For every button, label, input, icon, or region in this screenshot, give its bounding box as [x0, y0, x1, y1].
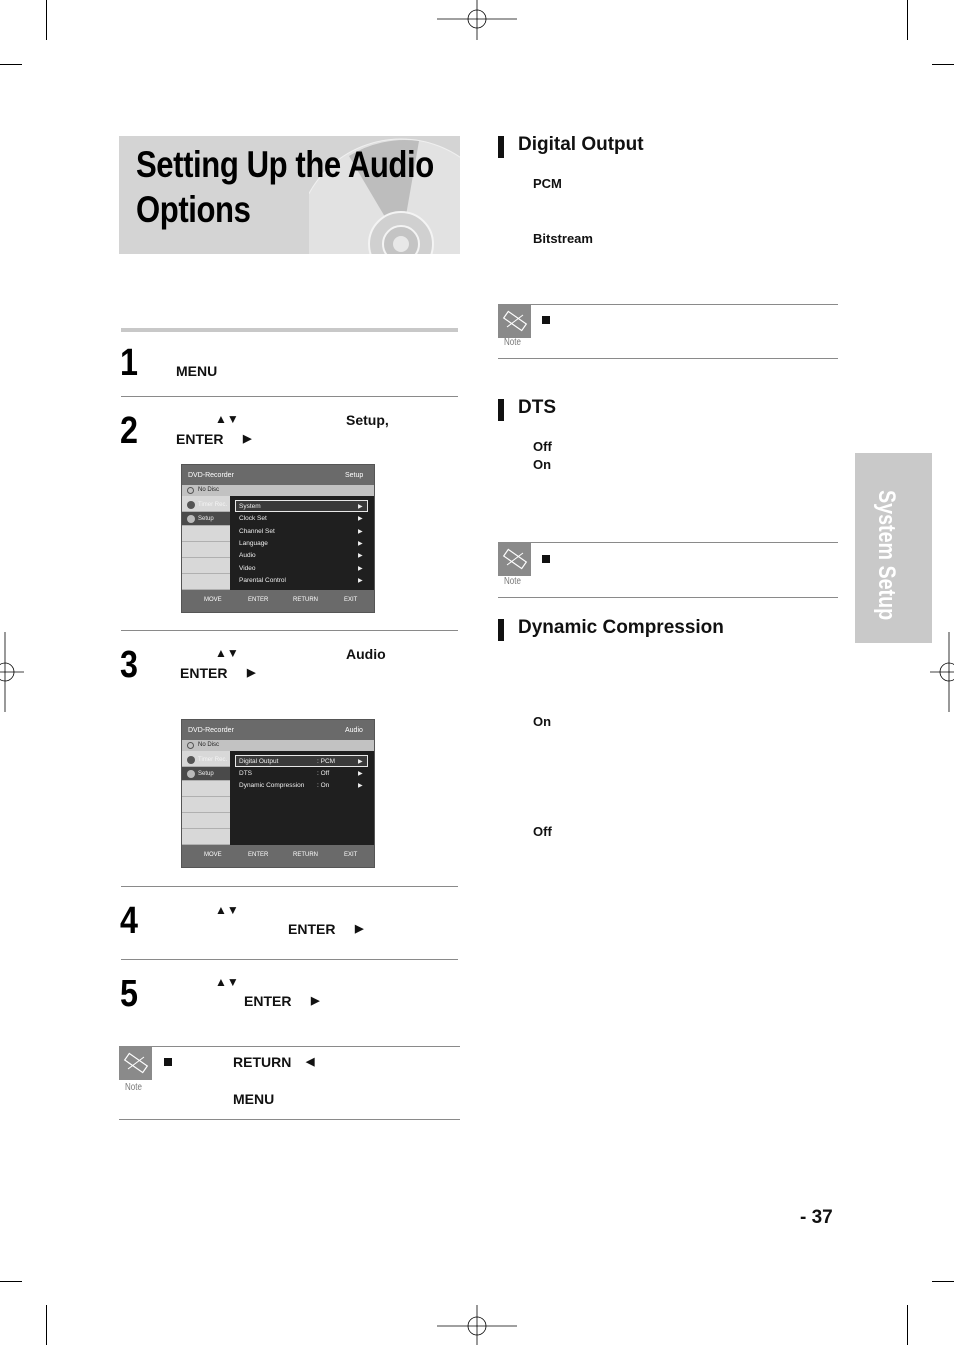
note-label: Note [125, 1082, 142, 1093]
note-bottom-rule [119, 1119, 460, 1120]
osd-header [182, 720, 374, 740]
chevron-right-icon: ▶ [358, 541, 363, 547]
osd-brand: DVD-Recorder [188, 472, 234, 479]
step-divider [121, 630, 458, 631]
osd-footer-exit: EXIT [344, 597, 358, 603]
note-bullet [542, 316, 550, 324]
osd-disc-status: No Disc [198, 487, 220, 493]
crop-mark [46, 0, 47, 40]
step-divider [121, 886, 458, 887]
section-marker [498, 136, 504, 158]
crop-mark [907, 0, 908, 40]
osd-section: Setup [345, 472, 364, 479]
registration-mark-top [437, 0, 517, 40]
section-marker [498, 399, 504, 421]
chevron-right-icon: ▶ [358, 553, 363, 559]
osd-menu-dynamic-compression-value: : On [317, 782, 330, 789]
osd-menu-channel-set[interactable]: Channel Set [239, 528, 275, 535]
osd-header [182, 465, 374, 485]
chevron-right-icon: ▶ [358, 504, 363, 510]
note-top-rule [498, 542, 838, 543]
title-banner [119, 136, 460, 254]
pencil-icon [498, 543, 531, 576]
osd-footer-enter: ENTER [248, 597, 269, 603]
osd-timer-rec[interactable] [182, 498, 230, 512]
digital-output-pcm: PCM [533, 176, 562, 191]
osd-menu-system[interactable]: System [239, 503, 261, 510]
note-label: Note [504, 337, 521, 348]
osd-brand: DVD-Recorder [188, 727, 234, 734]
osd-footer-move: MOVE [204, 852, 222, 858]
step-3-enter-key: ENTER [180, 665, 228, 681]
note-top-rule [498, 304, 838, 305]
step-5-arrows: ▲▼ [215, 975, 239, 989]
osd-timer-rec-label: Timer Rec. [198, 757, 228, 763]
chevron-right-icon: ▶ [358, 759, 363, 765]
osd-menu-digital-output[interactable]: Digital Output [239, 758, 279, 765]
osd-setup-label: Setup [198, 771, 214, 777]
osd-menu-dts[interactable]: DTS [239, 770, 252, 777]
dts-heading: DTS [518, 397, 556, 418]
osd-setup-item[interactable] [182, 767, 230, 781]
crop-mark [46, 1305, 47, 1345]
osd-footer-exit: EXIT [344, 852, 358, 858]
osd-left-empty [182, 528, 230, 542]
registration-mark-right [930, 632, 954, 712]
pencil-note-icon [498, 305, 531, 338]
osd-disc-strip [182, 740, 374, 751]
page-number: - 37 [800, 1207, 833, 1228]
note-return-key: RETURN [233, 1054, 292, 1070]
gear-icon [187, 770, 195, 778]
osd-menu-video[interactable]: Video [239, 565, 256, 572]
step-number-3: 3 [120, 644, 138, 686]
osd-disc-status: No Disc [198, 742, 220, 748]
gear-icon [187, 515, 195, 523]
osd-left-empty [182, 831, 230, 845]
section-marker [498, 619, 504, 641]
chevron-right-icon: ▶ [358, 578, 363, 584]
note-bullet [542, 555, 550, 563]
osd-menu-audio[interactable]: Audio [239, 552, 256, 559]
osd-left-empty [182, 799, 230, 813]
step-3-arrows: ▲▼ [215, 646, 239, 660]
osd-left-empty [182, 576, 230, 590]
pencil-icon [119, 1047, 152, 1080]
osd-left-empty [182, 560, 230, 574]
step-2-arrows: ▲▼ [215, 412, 239, 426]
osd-timer-rec[interactable] [182, 753, 230, 767]
step-number-1: 1 [120, 342, 138, 384]
registration-mark-bottom [437, 1305, 517, 1345]
osd-menu-language[interactable]: Language [239, 540, 268, 547]
osd-menu-dts-value: : Off [317, 770, 330, 777]
pencil-note-icon [119, 1047, 152, 1080]
step-divider [121, 396, 458, 397]
dynamic-compression-on: On [533, 714, 552, 729]
step-2-enter-key: ENTER [176, 431, 224, 447]
osd-menu-clock-set[interactable]: Clock Set [239, 515, 267, 522]
step-4-arrows: ▲▼ [215, 903, 239, 917]
crop-mark [907, 1305, 908, 1345]
chevron-right-icon: ▶ [358, 516, 363, 522]
step-5-enter-key: ENTER [244, 993, 292, 1009]
osd-disc-strip [182, 485, 374, 496]
pencil-icon [498, 305, 531, 338]
page-title-line-2: Options [136, 189, 251, 230]
dynamic-compression-off: Off [533, 824, 552, 839]
step-1-menu-key: MENU [176, 363, 218, 379]
osd-left-empty [182, 783, 230, 797]
osd-timer-rec-label: Timer Rec. [198, 502, 228, 508]
step-5-right-arrow: ▶ [311, 995, 320, 1007]
osd-footer [182, 590, 374, 612]
page-title [136, 142, 434, 232]
osd-footer-return: RETURN [293, 852, 318, 858]
note-left-arrow: ◀ [306, 1056, 315, 1068]
chapter-tab-label: System Setup [873, 490, 900, 621]
step-3-audio-label: Audio [346, 646, 386, 662]
dts-on: On [533, 457, 552, 472]
note-label: Note [504, 576, 521, 587]
osd-left-empty [182, 544, 230, 558]
step-2-setup-label: Setup, [346, 412, 389, 428]
step-number-5: 5 [120, 973, 138, 1015]
note-menu-key: MENU [233, 1091, 275, 1107]
step-divider [121, 959, 458, 960]
digital-output-bitstream: Bitstream [533, 231, 593, 246]
section-rule [121, 328, 458, 332]
note-top-rule [119, 1046, 460, 1047]
osd-audio-screen [181, 719, 375, 868]
osd-left-empty [182, 815, 230, 829]
clock-icon [187, 756, 195, 764]
crop-mark [0, 1281, 22, 1282]
osd-section: Audio [345, 727, 363, 734]
osd-setup-screen [181, 464, 375, 613]
note-bullet [164, 1058, 172, 1066]
pencil-note-icon [498, 543, 531, 576]
digital-output-heading: Digital Output [518, 134, 644, 155]
osd-footer-move: MOVE [204, 597, 222, 603]
dynamic-compression-heading: Dynamic Compression [518, 617, 724, 638]
crop-mark [932, 64, 954, 65]
disc-icon [187, 487, 194, 494]
crop-mark [0, 64, 22, 65]
note-bottom-rule [498, 358, 838, 359]
osd-menu-parental-control[interactable]: Parental Control [239, 577, 286, 584]
step-number-2: 2 [120, 410, 138, 452]
osd-menu-dynamic-compression[interactable]: Dynamic Compression [239, 782, 305, 789]
chevron-right-icon: ▶ [358, 771, 363, 777]
step-3-right-arrow: ▶ [247, 667, 256, 679]
step-4-enter-key: ENTER [288, 921, 336, 937]
step-2-right-arrow: ▶ [243, 433, 252, 445]
osd-footer [182, 845, 374, 867]
chevron-right-icon: ▶ [358, 566, 363, 572]
crop-mark [932, 1281, 954, 1282]
clock-icon [187, 501, 195, 509]
step-number-4: 4 [120, 900, 138, 942]
osd-setup-label: Setup [198, 516, 214, 522]
step-4-right-arrow: ▶ [355, 923, 364, 935]
disc-icon [187, 742, 194, 749]
dts-off: Off [533, 439, 552, 454]
osd-footer-return: RETURN [293, 597, 318, 603]
osd-setup-item[interactable] [182, 512, 230, 526]
registration-mark-left [0, 632, 24, 712]
chevron-right-icon: ▶ [358, 529, 363, 535]
chevron-right-icon: ▶ [358, 783, 363, 789]
note-bottom-rule [498, 597, 838, 598]
osd-menu-digital-output-value: : PCM [317, 758, 336, 765]
page-title-line-1: Setting Up the Audio [136, 144, 434, 185]
osd-footer-enter: ENTER [248, 852, 269, 858]
